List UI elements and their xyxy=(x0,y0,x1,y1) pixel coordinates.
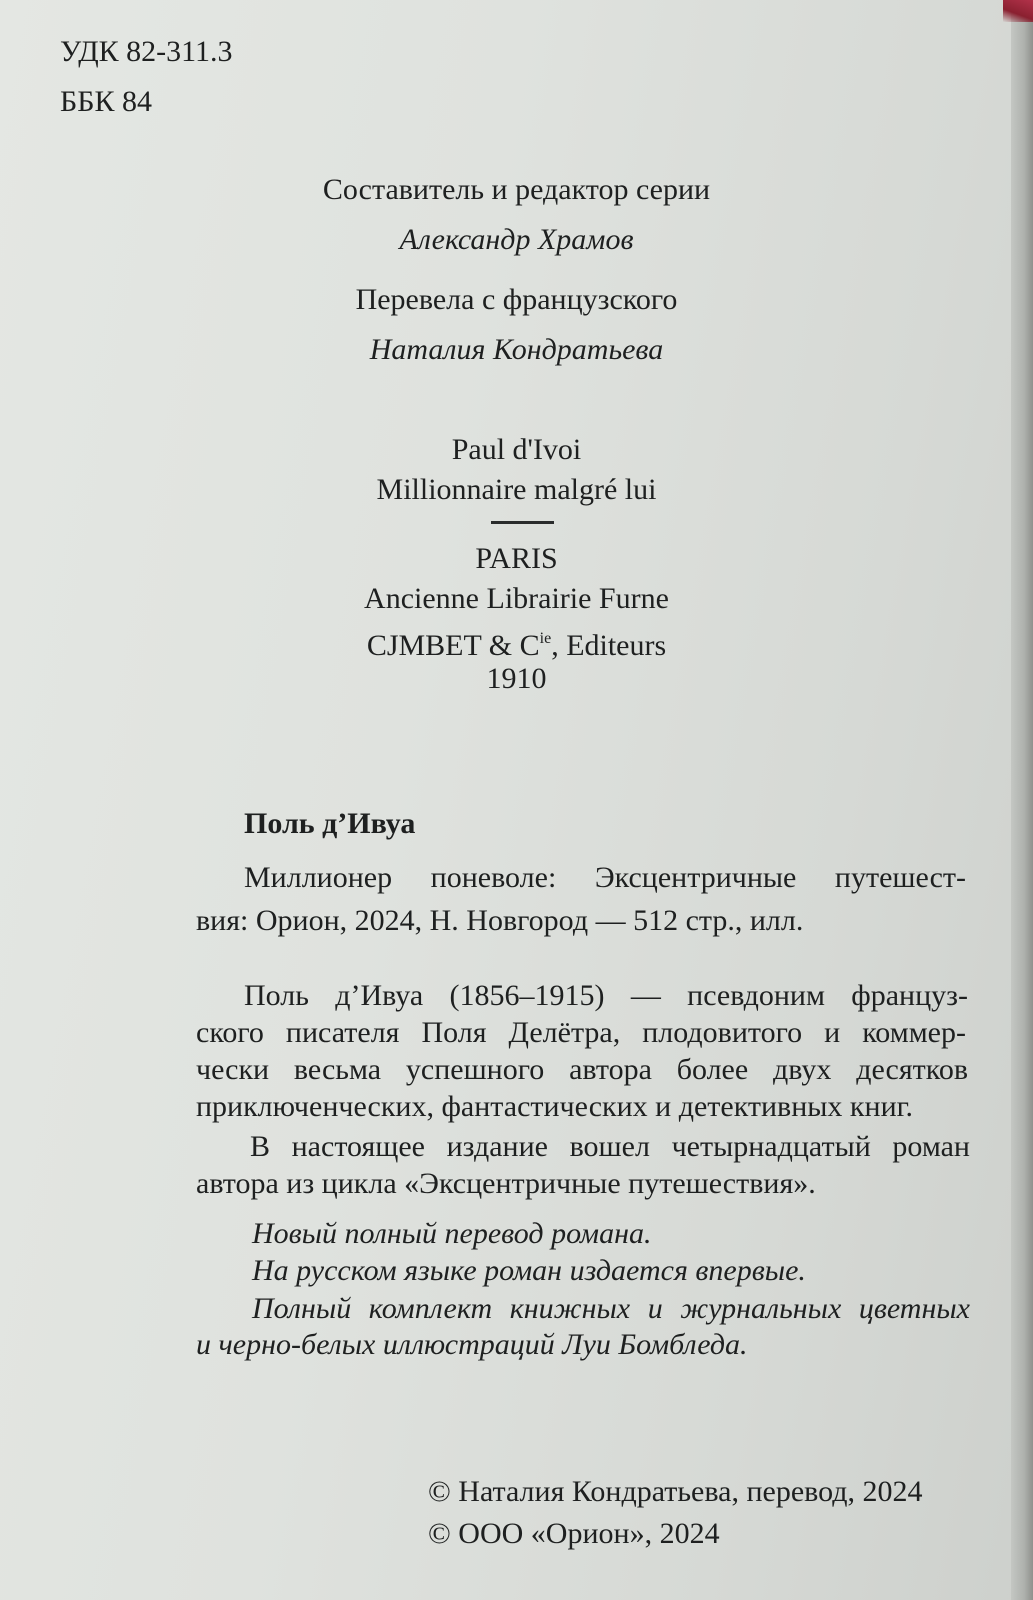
original-city: PARIS xyxy=(475,542,558,575)
note-line: и черно-белых иллюстраций Луи Бомбледа. xyxy=(196,1328,748,1361)
original-publisher: Ancienne Librairie Furne xyxy=(364,582,669,615)
note-line: Полный комплект книжных и журнальных цветных xyxy=(252,1292,970,1325)
annotation-line: автора из цикла «Эксцентричные путешествия». xyxy=(196,1167,816,1200)
translator-role: Перевела с французского xyxy=(355,283,678,316)
bib-author: Поль д’Ивуа xyxy=(244,807,416,840)
editor-role: Составитель и редактор серии xyxy=(322,173,711,206)
note-line: Новый полный перевод романа. xyxy=(252,1217,652,1250)
annotation-line: Поль д’Ивуа (1856–1915) — псевдоним француз- xyxy=(244,979,968,1012)
annotation-line: В настоящее издание вошел четырнадцатый роман xyxy=(250,1130,970,1163)
bib-line-2: вия: Орион, 2024, Н. Новгород — 512 стр., илл. xyxy=(196,904,804,937)
original-title: Millionnaire malgré lui xyxy=(376,473,657,506)
cover-corner xyxy=(1003,0,1033,22)
annotation-line: ского писателя Поля Делётра, плодовитого и коммер- xyxy=(196,1016,966,1049)
copyright-publisher: © ООО «Орион», 2024 xyxy=(428,1517,720,1550)
original-publisher-2: CJMBET & $C^{ie}$, Editeurs xyxy=(366,629,667,662)
editor-name: Александр Храмов xyxy=(399,223,634,256)
copyright-translation: © Наталия Кондратьева, перевод, 2024 xyxy=(428,1475,923,1508)
translator-name: Наталия Кондратьева xyxy=(369,333,664,366)
udk-code: УДК 82-311.3 xyxy=(60,35,233,68)
bbk-code: ББК 84 xyxy=(60,85,152,118)
bib-line-1: Миллионер поневоле: Эксцентричные путешест- xyxy=(244,861,966,894)
annotation-line: чески весьма успешного автора более двух десятков xyxy=(196,1053,968,1086)
annotation-line: приключенческих, фантастических и детективных книг. xyxy=(196,1090,914,1123)
note-line: На русском языке роман издается впервые. xyxy=(252,1254,806,1287)
original-author: Paul d'Ivoi xyxy=(451,433,582,466)
divider xyxy=(491,521,554,524)
original-year: 1910 xyxy=(486,662,547,695)
